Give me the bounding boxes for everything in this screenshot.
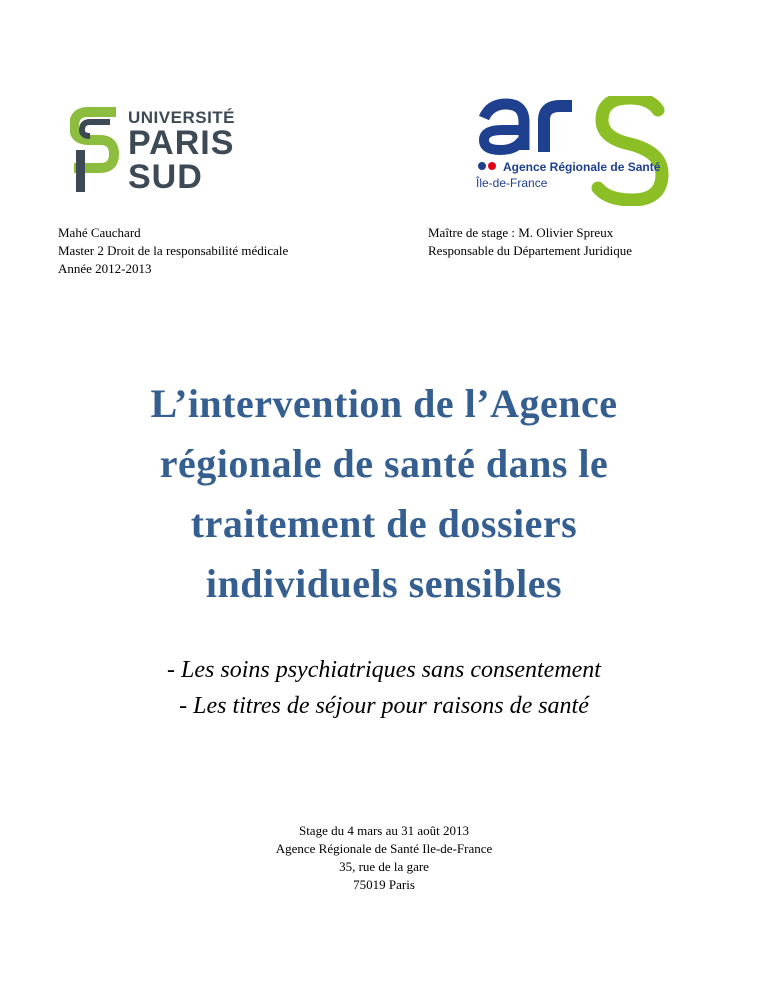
student-info: [58, 224, 288, 278]
student-name: Mahé Cauchard: [58, 225, 141, 240]
ups-logo-line2: PARIS: [128, 124, 235, 162]
student-program: Master 2 Droit de la responsabilité médicale: [58, 243, 289, 258]
ups-s-mark-icon: [70, 106, 120, 194]
supervisor-info: [428, 224, 632, 260]
ups-logo-line1: UNIVERSITÉ: [128, 108, 236, 127]
footer-city: 75019 Paris: [353, 877, 415, 892]
subtitle-line1: - Les soins psychiatriques sans consentement: [167, 657, 601, 683]
internship-footer: [0, 822, 768, 894]
ups-logo-line3: SUD: [128, 158, 203, 196]
footer-street: 35, rue de la gare: [339, 859, 429, 874]
ars-region-label: Île-de-France: [476, 176, 548, 190]
footer-agency: Agence Régionale de Santé Ile-de-France: [275, 841, 493, 856]
title-line4: individuels sensibles: [205, 561, 563, 606]
student-year: Année 2012-2013: [58, 261, 152, 276]
supervisor-line1: Maître de stage : M. Olivier Spreux: [428, 225, 614, 240]
title-line1: L’intervention de l’Agence: [150, 381, 618, 426]
universite-paris-sud-logo: [70, 106, 250, 196]
footer-dates: Stage du 4 mars au 31 août 2013: [298, 823, 470, 838]
ars-logo: [474, 96, 674, 206]
ars-agence-label: Agence Régionale de Santé: [503, 160, 661, 174]
title-line2: régionale de santé dans le: [159, 441, 609, 486]
document-title: [0, 374, 768, 614]
title-line3: traitement de dossiers: [190, 501, 578, 546]
subtitle-line2: - Les titres de séjour pour raisons de santé: [179, 693, 589, 719]
supervisor-line2: Responsable du Département Juridique: [428, 243, 632, 258]
document-subtitles: [0, 652, 768, 724]
